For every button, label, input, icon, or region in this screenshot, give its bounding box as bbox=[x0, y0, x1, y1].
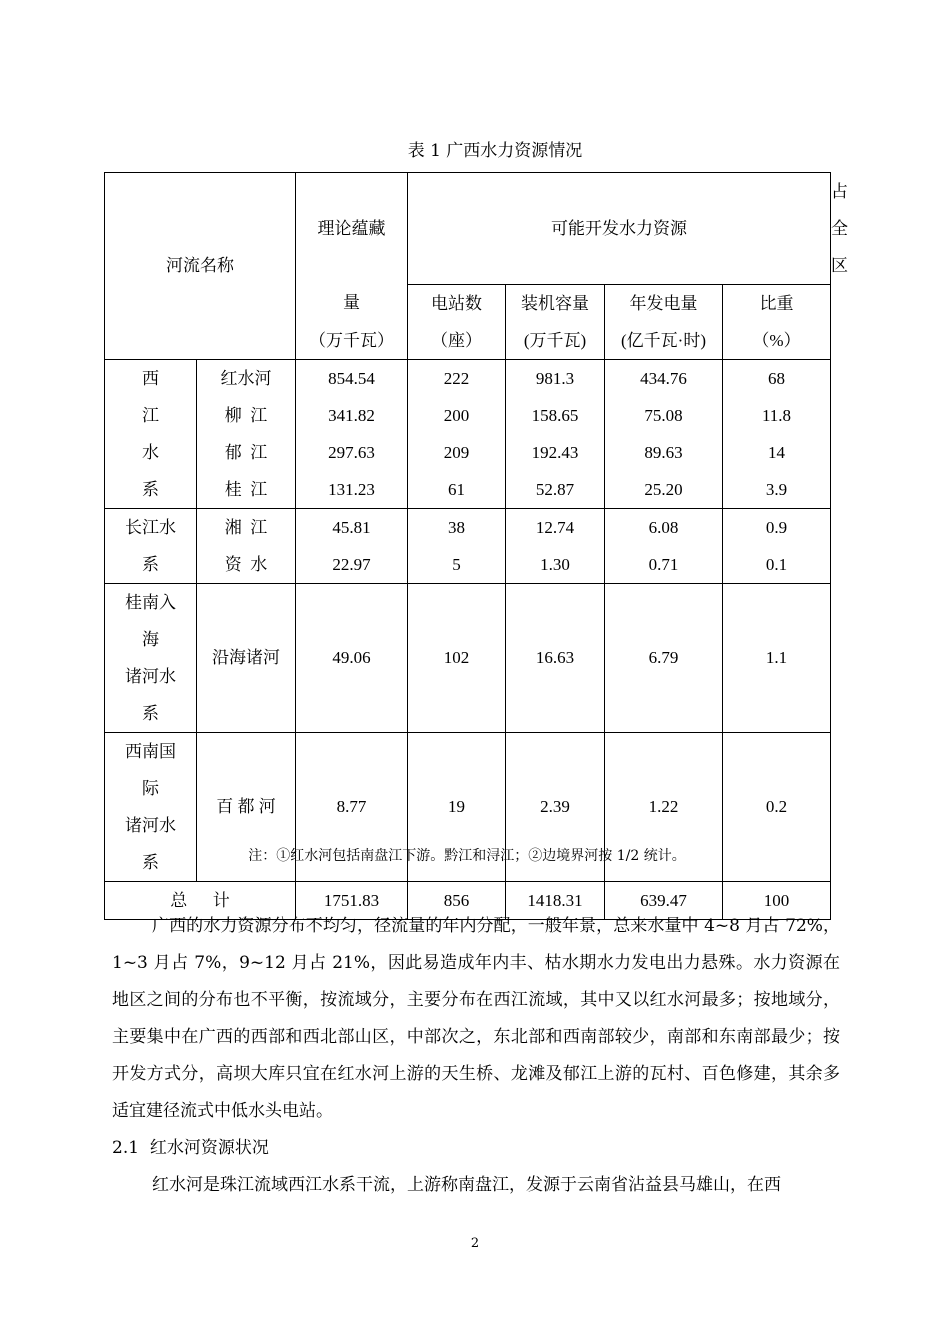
header-row-1: 河流名称 理论蕴藏 可能开发水力资源 占全区 bbox=[105, 173, 831, 285]
annual-value: 6.79 bbox=[605, 583, 723, 732]
header-theory-line1: 理论蕴藏 bbox=[296, 173, 408, 285]
group-name-line: 系 bbox=[142, 554, 159, 574]
group-name-line: 西南国 bbox=[125, 741, 176, 761]
group-name-line: 系 bbox=[142, 479, 159, 499]
group-name-guinan bbox=[105, 583, 197, 732]
header-theory-line3: （万千瓦） bbox=[296, 322, 408, 360]
capacity-value: 1.30 bbox=[506, 546, 605, 584]
share-value: 0.2 bbox=[723, 732, 831, 881]
table-row bbox=[105, 434, 831, 471]
river-name: 百 都 河 bbox=[197, 732, 296, 881]
annual-value: 434.76 bbox=[605, 359, 723, 397]
header-river-name: 河流名称 bbox=[105, 173, 296, 360]
theory-value: 341.82 bbox=[296, 397, 408, 434]
table-row bbox=[105, 546, 831, 584]
total-stations: 856 bbox=[408, 881, 506, 919]
table-row bbox=[105, 583, 831, 732]
stations-value: 19 bbox=[408, 732, 506, 881]
capacity-value: 52.87 bbox=[506, 471, 605, 509]
paragraph: 广西的水力资源分布不均匀，径流量的年内分配，一般年景，总来水量中 4~8 月占 72%，1~3 月占 7%，9~12 月占 21%，因此易造成年内丰、枯水期水力发电出力悬殊。水力资源在地区之间的分布也不平衡，按流域分，主要分布在西江流域，其中又以红水河最多；按地域分，主要集中在广西的西部和西北部山区，中部次之，东北部和西南部较少，南部和东南部最少；按开发方式分，高坝大库只宜在红水河上游的天生桥、龙滩及郁江上游的瓦村、百色修建，其余多适宜建径流式中低水头电站。 bbox=[112, 916, 840, 1121]
river-name: 资 水 bbox=[197, 546, 296, 584]
group-name-line: 海 bbox=[142, 629, 159, 649]
share-value: 1.1 bbox=[723, 583, 831, 732]
group-name-line: 际 bbox=[142, 778, 159, 798]
table-title: 表 1 广西水力资源情况 bbox=[407, 141, 583, 161]
theory-value: 8.77 bbox=[296, 732, 408, 881]
annual-value: 25.20 bbox=[605, 471, 723, 509]
stations-value: 222 bbox=[408, 359, 506, 397]
annual-value: 1.22 bbox=[605, 732, 723, 881]
annual-value: 0.71 bbox=[605, 546, 723, 584]
group-name-line: 桂南入 bbox=[125, 592, 176, 612]
capacity-value: 981.3 bbox=[506, 359, 605, 397]
share-value: 0.9 bbox=[723, 508, 831, 546]
table-row bbox=[105, 397, 831, 434]
total-share: 100 bbox=[723, 881, 831, 919]
capacity-value: 2.39 bbox=[506, 732, 605, 881]
header-share-line3: （%） bbox=[723, 322, 831, 360]
header-stations-line2: （座） bbox=[408, 322, 506, 360]
total-capacity: 1418.31 bbox=[506, 881, 605, 919]
group-name-xijiang bbox=[105, 359, 197, 508]
annual-value: 75.08 bbox=[605, 397, 723, 434]
section-heading: 2.1 红水河资源状况 bbox=[112, 1138, 269, 1158]
share-value: 0.1 bbox=[723, 546, 831, 584]
total-label: 总 计 bbox=[105, 881, 296, 919]
header-annual-line1: 年发电量 bbox=[605, 284, 723, 322]
header-capacity-line2: (万千瓦) bbox=[506, 322, 605, 360]
share-value: 3.9 bbox=[723, 471, 831, 509]
body-text bbox=[112, 908, 840, 1204]
hydropower-table bbox=[104, 172, 848, 920]
group-name-line: 江 bbox=[142, 405, 159, 425]
header-dev: 可能开发水力资源 bbox=[408, 173, 831, 285]
group-name-line: 诸河水 bbox=[125, 815, 176, 835]
river-name: 柳 江 bbox=[197, 397, 296, 434]
group-name-line: 系 bbox=[142, 703, 159, 723]
header-share-line2: 比重 bbox=[723, 284, 831, 322]
share-value: 11.8 bbox=[723, 397, 831, 434]
header-annual-line2: (亿千瓦·时) bbox=[605, 322, 723, 360]
annual-value: 89.63 bbox=[605, 434, 723, 471]
total-theory: 1751.83 bbox=[296, 881, 408, 919]
page-number: 2 bbox=[470, 1236, 480, 1251]
stations-value: 38 bbox=[408, 508, 506, 546]
capacity-value: 12.74 bbox=[506, 508, 605, 546]
group-name-line: 西 bbox=[142, 368, 159, 388]
capacity-value: 192.43 bbox=[506, 434, 605, 471]
table-row bbox=[105, 508, 831, 546]
stations-value: 209 bbox=[408, 434, 506, 471]
theory-value: 22.97 bbox=[296, 546, 408, 584]
table-row bbox=[105, 359, 831, 397]
capacity-value: 16.63 bbox=[506, 583, 605, 732]
stations-value: 200 bbox=[408, 397, 506, 434]
theory-value: 49.06 bbox=[296, 583, 408, 732]
group-name-changjiang bbox=[105, 508, 197, 583]
header-capacity-line1: 装机容量 bbox=[506, 284, 605, 322]
table-row bbox=[105, 471, 831, 509]
theory-value: 45.81 bbox=[296, 508, 408, 546]
group-name-line: 系 bbox=[142, 852, 159, 872]
annual-value: 6.08 bbox=[605, 508, 723, 546]
stations-value: 102 bbox=[408, 583, 506, 732]
header-stations-line1: 电站数 bbox=[408, 284, 506, 322]
capacity-value: 158.65 bbox=[506, 397, 605, 434]
theory-value: 297.63 bbox=[296, 434, 408, 471]
stations-value: 61 bbox=[408, 471, 506, 509]
theory-value: 131.23 bbox=[296, 471, 408, 509]
river-name: 桂 江 bbox=[197, 471, 296, 509]
table-note: 注：①红水河包括南盘江下游。黔江和浔江；②边境界河按 1/2 统计。 bbox=[248, 848, 686, 864]
river-name: 郁 江 bbox=[197, 434, 296, 471]
stations-value: 5 bbox=[408, 546, 506, 584]
header-theory-line2: 量 bbox=[296, 284, 408, 322]
share-value: 68 bbox=[723, 359, 831, 397]
paragraph: 红水河是珠江流域西江水系干流，上游称南盘江，发源于云南省沾益县马雄山，在西 bbox=[152, 1175, 781, 1195]
river-name: 湘 江 bbox=[197, 508, 296, 546]
river-name: 沿海诸河 bbox=[197, 583, 296, 732]
river-name: 红水河 bbox=[197, 359, 296, 397]
group-name-line: 水 bbox=[142, 442, 159, 462]
theory-value: 854.54 bbox=[296, 359, 408, 397]
total-annual: 639.47 bbox=[605, 881, 723, 919]
group-name-line: 诸河水 bbox=[125, 666, 176, 686]
group-name-line: 长江水 bbox=[125, 517, 176, 537]
share-value: 14 bbox=[723, 434, 831, 471]
